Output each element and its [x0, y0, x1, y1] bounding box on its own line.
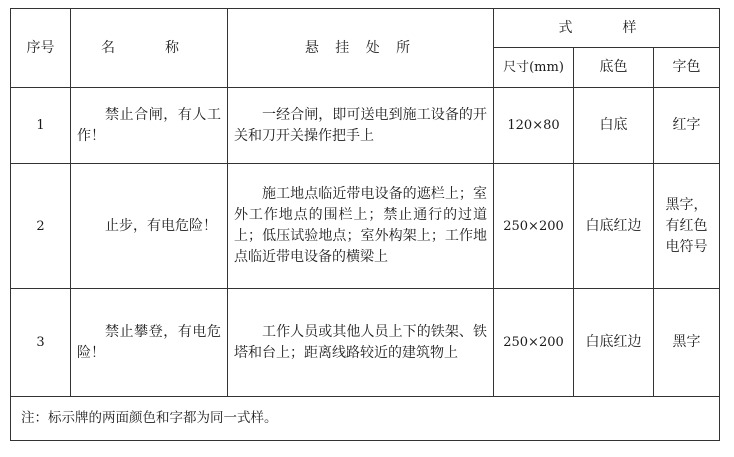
row-seq: 2 — [11, 164, 71, 289]
row-name: 止步，有电危险！ — [71, 164, 228, 289]
row-font-color: 黑字 — [654, 289, 720, 397]
row-bg-color: 白底红边 — [574, 164, 654, 289]
row-size: 250×200 — [494, 289, 574, 397]
row-seq: 3 — [11, 289, 71, 397]
row-name: 禁止攀登，有电危险！ — [71, 289, 228, 397]
header-location: 悬 挂 处 所 — [228, 9, 494, 88]
table-row — [11, 289, 720, 397]
header-style: 式 样 — [494, 9, 720, 48]
row-location: 施工地点临近带电设备的遮栏上；室外工作地点的围栏上；禁止通行的过道上；低压试验地点；室外构架上；工作地点临近带电设备的横梁上 — [228, 164, 494, 289]
header-font-color: 字色 — [654, 48, 720, 88]
header-size: 尺寸(mm) — [494, 48, 574, 88]
row-font-color: 红字 — [654, 88, 720, 164]
row-seq: 1 — [11, 88, 71, 164]
sign-table-container — [10, 8, 720, 441]
note-row — [11, 397, 720, 441]
row-size: 250×200 — [494, 164, 574, 289]
row-bg-color: 白底红边 — [574, 289, 654, 397]
header-bg-color: 底色 — [574, 48, 654, 88]
warning-sign-table — [10, 8, 720, 441]
table-row — [11, 88, 720, 164]
header-row-1 — [11, 9, 720, 48]
row-location: 工作人员或其他人员上下的铁架、铁塔和台上；距离线路较近的建筑物上 — [228, 289, 494, 397]
header-seq: 序号 — [11, 9, 71, 88]
table-note: 注：标示牌的两面颜色和字都为同一式样。 — [11, 397, 720, 441]
row-name: 禁止合闸，有人工作！ — [71, 88, 228, 164]
row-font-color: 黑字，有红色电符号 — [654, 164, 720, 289]
header-name: 名 称 — [71, 9, 228, 88]
row-size: 120×80 — [494, 88, 574, 164]
row-bg-color: 白底 — [574, 88, 654, 164]
row-location: 一经合闸，即可送电到施工设备的开关和刀开关操作把手上 — [228, 88, 494, 164]
table-row — [11, 164, 720, 289]
